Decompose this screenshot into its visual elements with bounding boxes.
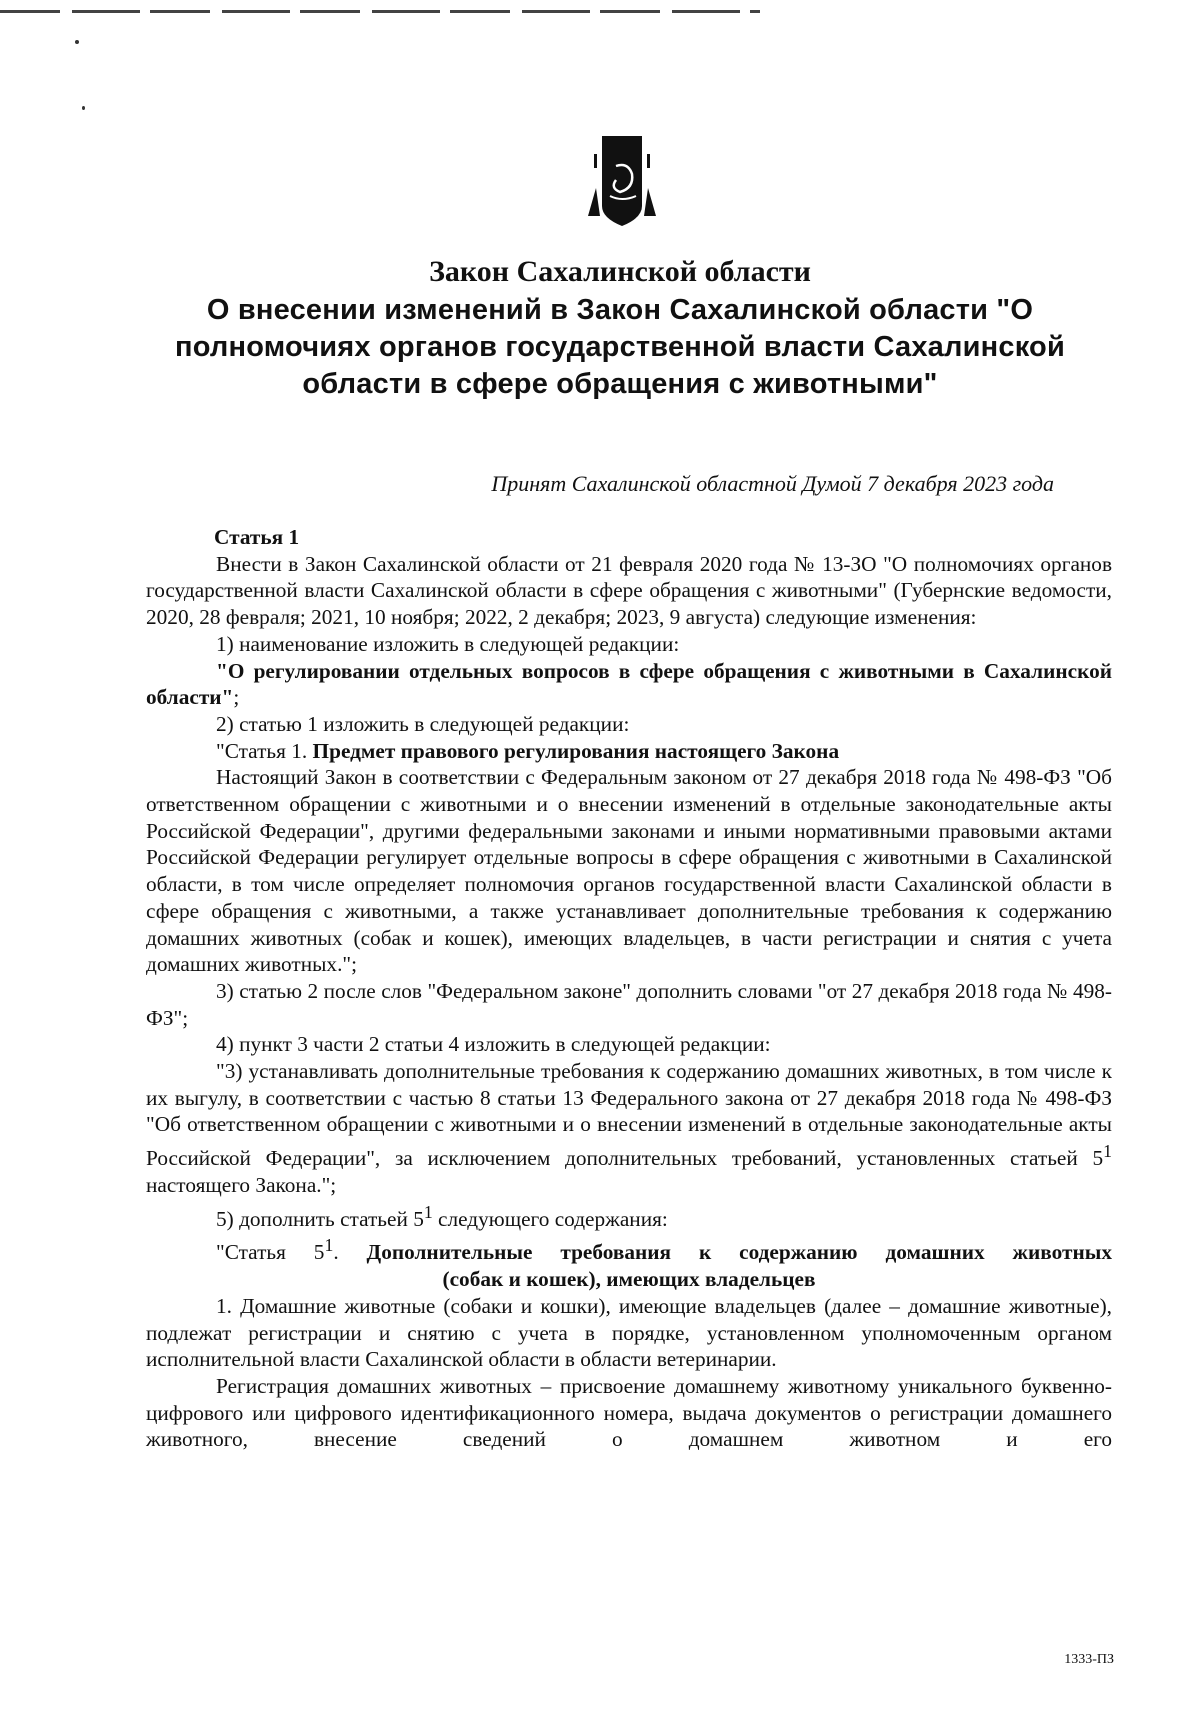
sakhalin-region-coat-of-arms-icon	[586, 136, 658, 228]
item-5: 5) дополнить статьей $5^1$ следующего содержания:	[216, 1201, 668, 1231]
adoption-note: Принят Сахалинской областной Думой 7 декабря 2023 года	[491, 471, 1054, 496]
article-5-1-title-line-1: Дополнительные требования к содержанию домашних животных	[366, 1240, 1112, 1265]
scan-speck	[82, 106, 85, 110]
item-3: 3) статью 2 после слов "Федеральном законе" дополнить словами "от 27 декабря 2018 года № 498-ФЗ";	[146, 978, 1112, 1030]
title-block	[130, 252, 1110, 403]
article-5-1-title-line-2: (собак и кошек), имеющих владельцев	[442, 1267, 816, 1292]
article-5-1-paragraph-2: Регистрация домашних животных – присвоение домашнему животному уникального буквенно-цифрового или цифрового идентификационного номера, выдача документов о регистрации домашнего животного, внесение сведений о домашнем животном и его	[146, 1374, 1112, 1452]
item-1: 1) наименование изложить в следующей редакции:	[216, 631, 680, 656]
article-1-new-title: Предмет правового регулирования настоящего Закона	[312, 738, 840, 763]
item-1-text: "О регулировании отдельных вопросов в сфере обращения с животными в Сахалинской области";	[146, 658, 1112, 710]
document-body	[146, 524, 1112, 1453]
document-code: 1333-ПЗ	[1064, 1652, 1114, 1667]
item-4: 4) пункт 3 части 2 статьи 4 изложить в следующей редакции:	[216, 1032, 771, 1057]
article-5-1-paragraph-1: 1. Домашние животные (собаки и кошки), имеющие владельцев (далее – домашние животные), подлежат регистрации и снятию с учета в порядке, установленном уполномоченным органом исполнительной власти Сахалинской области в области ветеринарии.	[146, 1293, 1112, 1372]
article-1-new-heading: "Статья 1. Предмет правового регулирования настоящего Закона	[216, 738, 840, 763]
article-5-1-heading: "Статья $5^1$. Дополнительные требования к содержанию домашних животных	[216, 1235, 1112, 1265]
scan-speck	[75, 40, 79, 44]
article-1-heading: Статья 1	[214, 525, 300, 549]
item-4-text: "3) устанавливать дополнительные требования к содержанию домашних животных, в том числе к их выгулу, в соответствии с частью 8 статьи 13 Федерального закона от 27 декабря 2018 года № 498-ФЗ "Об ответственном обращении с животными и о внесении изменений в отдельные законодательные акты Российской Федерации", за исключением дополнительных требований, установленных статьей $5^1$ настоящего Закона.";	[146, 1059, 1112, 1197]
new-law-name: "О регулировании отдельных вопросов в сфере обращения с животными в Сахалинской области"	[146, 658, 1112, 710]
item-2: 2) статью 1 изложить в следующей редакции:	[216, 711, 630, 736]
scan-artifact-line	[0, 10, 760, 13]
article-1-intro: Внести в Закон Сахалинской области от 21 февраля 2020 года № 13-ЗО "О полномочиях органов государственной власти Сахалинской области в сфере обращения с животными" (Губернские ведомости, 2020, 28 февраля; 2021, 10 ноября; 2022, 2 декабря; 2023, 9 августа) следующие изменения:	[146, 551, 1112, 630]
law-title: Закон Сахалинской области	[429, 255, 811, 288]
law-subject-title: О внесении изменений в Закон Сахалинской области "О полномочиях органов государственной власти Сахалинской области в сфере обращения с животными"	[175, 294, 1065, 400]
article-1-new-text: Настоящий Закон в соответствии с Федеральным законом от 27 декабря 2018 года № 498-ФЗ "Об ответственном обращении с животными и о внесении изменений в отдельные законодательные акты Российской Федерации", другими федеральными законами и иными нормативными правовыми актами Российской Федерации регулирует отдельные вопросы в сфере обращения с животными в Сахалинской области, в том числе определяет полномочия органов государственной власти Сахалинской области в сфере обращения с животными, а также устанавливает дополнительные требования к содержанию домашних животных (собак и кошек), имеющих владельцев, в части регистрации и снятия с учета домашних животных.";	[146, 765, 1112, 977]
